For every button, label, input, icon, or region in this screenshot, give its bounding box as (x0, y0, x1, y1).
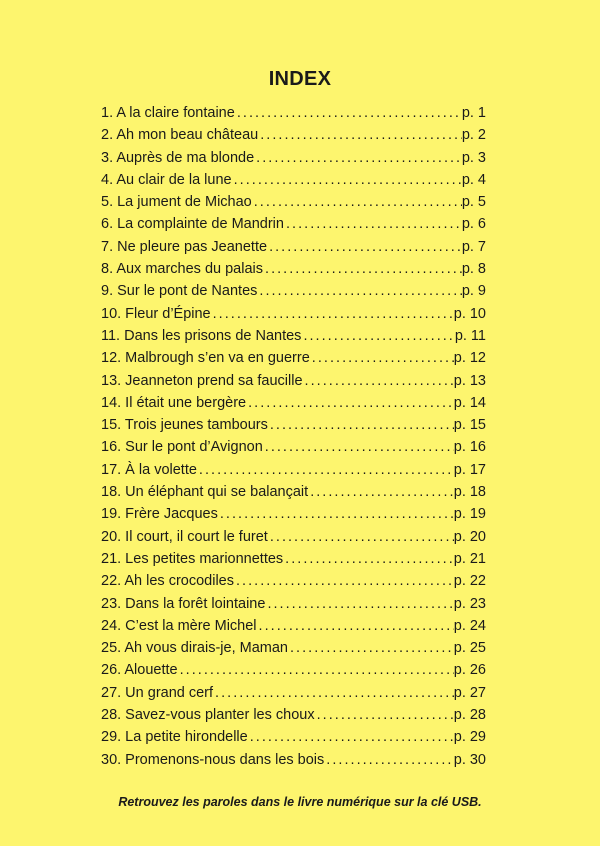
index-entry (101, 328, 486, 350)
index-entry-title: 30. Promenons-nous dans les bois (101, 751, 325, 768)
page-title: INDEX (268, 68, 332, 90)
index-entry (101, 172, 486, 194)
index-entry-title: 16. Sur le pont d’Avignon (101, 439, 263, 456)
dot-leader (197, 462, 454, 478)
index-entry (101, 596, 486, 618)
index-entry-title: 29. La petite hirondelle (101, 729, 248, 746)
index-entry-title: 21. Les petites marionnettes (101, 550, 284, 567)
index-entry (101, 395, 486, 417)
index-entry (101, 417, 486, 439)
index-entry-page: p. 9 (461, 283, 486, 300)
index-entry (101, 462, 486, 484)
index-entry-page: p. 14 (453, 394, 486, 411)
index-entry-title: 27. Un grand cerf (101, 684, 214, 701)
index-entry (101, 150, 486, 172)
index-entry (101, 685, 486, 707)
dot-leader (258, 127, 462, 143)
index-entry (101, 105, 486, 127)
index-entry-page: p. 25 (453, 640, 486, 657)
index-entry-title: 2. Ah mon beau château (101, 127, 259, 144)
index-entry-page: p. 13 (453, 372, 486, 389)
index-entry-page: p. 1 (461, 105, 486, 121)
dot-leader (257, 283, 461, 299)
index-entry-page: p. 27 (453, 684, 486, 701)
index-entry-page: p. 15 (453, 417, 486, 434)
index-entry (101, 127, 486, 149)
dot-leader (248, 729, 454, 745)
index-entry (101, 662, 486, 684)
index-entry (101, 484, 486, 506)
index-entry-title: 4. Au clair de la lune (101, 171, 232, 188)
dot-leader (284, 216, 462, 232)
index-entry-page: p. 18 (453, 484, 486, 501)
index-entry (101, 729, 486, 751)
dot-leader (178, 662, 454, 678)
index-entry-title: 11. Dans les prisons de Nantes (101, 327, 302, 344)
index-entry (101, 373, 486, 395)
index-entry-title: 8. Aux marches du palais (101, 261, 264, 278)
dot-leader (218, 506, 454, 522)
index-entry-title: 5. La jument de Michao (101, 194, 252, 211)
index-entry-page: p. 28 (453, 707, 486, 724)
index-entry-page: p. 12 (453, 350, 486, 367)
index-entry (101, 529, 486, 551)
dot-leader (232, 172, 462, 188)
index-entry-page: p. 22 (453, 573, 486, 590)
index-entry-page: p. 16 (453, 439, 486, 456)
index-entry-title: 3. Auprès de ma blonde (101, 149, 255, 166)
index-entry (101, 439, 486, 461)
index-entry-title: 10. Fleur d’Épine (101, 305, 211, 322)
index-entry-page: p. 21 (453, 550, 486, 567)
dot-leader (310, 350, 454, 366)
index-entry (101, 640, 486, 662)
dot-leader (301, 328, 454, 344)
dot-leader (252, 194, 462, 210)
index-entry-page: p. 5 (461, 194, 486, 211)
index-entry-page: p. 6 (461, 216, 486, 233)
index-entry (101, 350, 486, 372)
footer-note: Retrouvez les paroles dans le livre numérique sur la clé USB. (118, 795, 482, 809)
dot-leader (265, 596, 453, 612)
index-entry-title: 25. Ah vous dirais-je, Maman (101, 640, 288, 657)
index-entry-page: p. 11 (454, 327, 486, 344)
index-entry-title: 7. Ne pleure pas Jeanette (101, 238, 268, 255)
dot-leader (254, 150, 462, 166)
index-entry-title: 9. Sur le pont de Nantes (101, 283, 258, 300)
dot-leader (268, 417, 454, 433)
index-entry-page: p. 8 (461, 261, 486, 278)
index-entry-title: 23. Dans la forêt lointaine (101, 595, 266, 612)
index-entry-title: 6. La complainte de Mandrin (101, 216, 284, 233)
index-entry-page: p. 17 (453, 461, 486, 478)
dot-leader (315, 707, 454, 723)
dot-leader (268, 529, 454, 545)
index-entry (101, 261, 486, 283)
index-list (101, 105, 486, 774)
index-entry (101, 283, 486, 305)
index-entry (101, 707, 486, 729)
index-entry-page: p. 23 (453, 595, 486, 612)
index-entry (101, 216, 486, 238)
index-entry-title: 14. Il était une bergère (101, 394, 247, 411)
index-entry (101, 306, 486, 328)
dot-leader (303, 373, 454, 389)
index-entry-page: p. 4 (461, 171, 486, 188)
index-entry-page: p. 29 (453, 729, 486, 746)
index-entry-page: p. 30 (453, 751, 486, 768)
dot-leader (263, 439, 454, 455)
dot-leader (288, 640, 454, 656)
index-entry (101, 194, 486, 216)
index-entry (101, 573, 486, 595)
index-entry-page: p. 24 (453, 617, 486, 634)
index-entry-title: 15. Trois jeunes tambours (101, 417, 268, 434)
index-entry-title: 18. Un éléphant qui se balançait (101, 484, 309, 501)
dot-leader (257, 618, 454, 634)
index-entry-title: 19. Frère Jacques (101, 506, 218, 523)
index-entry-page: p. 26 (453, 662, 486, 679)
index-entry (101, 506, 486, 528)
dot-leader (246, 395, 454, 411)
index-entry-title: 20. Il court, il court le furet (101, 528, 268, 545)
index-entry-title: 28. Savez-vous planter les choux (101, 707, 315, 724)
dot-leader (283, 551, 454, 567)
index-entry-page: p. 19 (453, 506, 486, 523)
dot-leader (308, 484, 454, 500)
index-entry-title: 13. Jeanneton prend sa faucille (101, 372, 303, 389)
dot-leader (267, 239, 462, 255)
dot-leader (211, 306, 454, 322)
index-entry-title: 26. Alouette (101, 662, 178, 679)
index-entry-title: 17. À la volette (101, 461, 197, 478)
index-entry-page: p. 20 (453, 528, 486, 545)
index-entry-title: 12. Malbrough s’en va en guerre (101, 350, 310, 367)
dot-leader (263, 261, 462, 277)
index-entry-page: p. 10 (453, 305, 486, 322)
index-entry-page: p. 7 (461, 238, 486, 255)
index-entry (101, 752, 486, 774)
dot-leader (213, 685, 454, 701)
index-entry (101, 239, 486, 261)
index-entry-page: p. 2 (461, 127, 486, 144)
index-entry-title: 24. C’est la mère Michel (101, 617, 257, 634)
index-entry-page: p. 3 (461, 149, 486, 166)
dot-leader (234, 573, 454, 589)
dot-leader (235, 105, 462, 121)
index-entry (101, 551, 486, 573)
index-entry-title: 22. Ah les crocodiles (101, 573, 234, 590)
index-entry (101, 618, 486, 640)
index-entry-title: 1. A la claire fontaine (101, 105, 235, 121)
dot-leader (324, 752, 453, 768)
